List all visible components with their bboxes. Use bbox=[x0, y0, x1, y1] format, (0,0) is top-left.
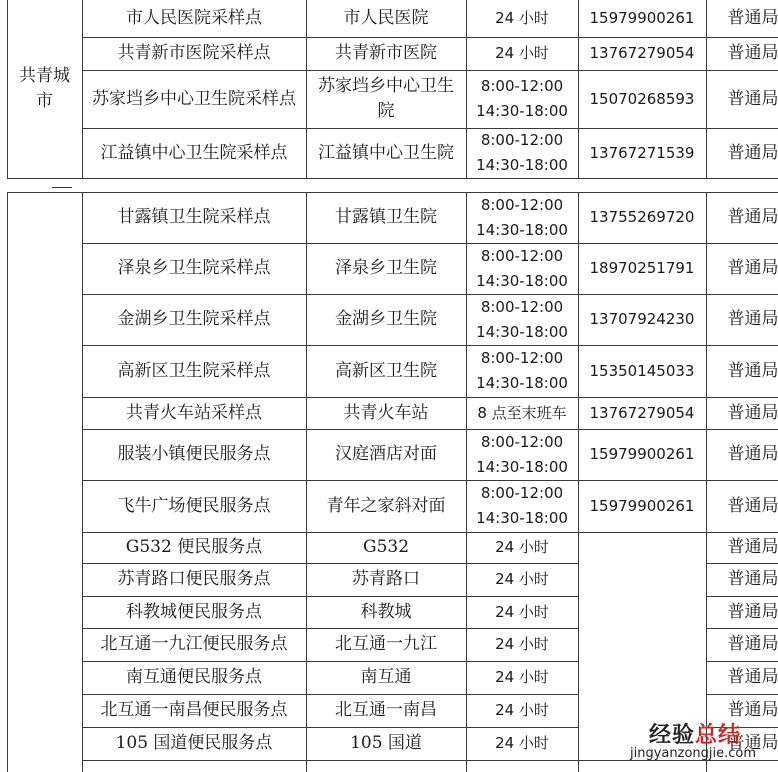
table2-type-cell: 普通局 bbox=[727, 733, 778, 753]
table2-site-cell: 金湖乡卫生院采样点 bbox=[117, 309, 271, 329]
table2-hours-cell bbox=[466, 429, 578, 480]
table2-hours-cell-line: 8:00-12:00 bbox=[480, 432, 564, 451]
table1-hospital-cell-line: 院 bbox=[377, 101, 395, 121]
table2-hours-cell-line: 24 小时 bbox=[495, 538, 549, 556]
table2-hours-cell-line: 8:00-12:00 bbox=[480, 297, 564, 316]
table2-type-cell: 普通局 bbox=[727, 258, 778, 278]
city-name-cell bbox=[7, 0, 82, 178]
table1-hours-cell bbox=[466, 37, 578, 70]
table2-hours-cell-line: 24 小时 bbox=[495, 602, 549, 621]
table2-hospital-cell: 高新区卫生院 bbox=[335, 360, 437, 381]
table1-hospital-cell: 市人民医院 bbox=[343, 8, 429, 28]
table1-hours-cell-line: 8:00-12:00 bbox=[480, 77, 564, 95]
table1-site-cell: 共青新市医院采样点 bbox=[117, 43, 271, 63]
table2-type-cell: 普通局 bbox=[727, 667, 778, 687]
table2-hours-cell-line: 8:00-12:00 bbox=[480, 195, 564, 214]
table2-hospital-cell: 南互通 bbox=[360, 667, 412, 687]
table2-type-cell: 普通局 bbox=[727, 601, 778, 622]
table2-hours-cell-line: 24 小时 bbox=[495, 701, 549, 719]
table1-hours-cell bbox=[466, 128, 578, 178]
table2-site-cell: 科教城便民服务点 bbox=[126, 601, 262, 622]
table2-phone-cell: 15350145033 bbox=[589, 361, 695, 380]
table2-hours-cell bbox=[466, 243, 578, 294]
table2-hospital-cell: 泽泉乡卫生院 bbox=[335, 258, 437, 278]
table2-site-cell: 北互通一九江便民服务点 bbox=[100, 634, 288, 654]
table1-hours-cell-line: 14:30-18:00 bbox=[476, 102, 568, 120]
table2-hours-cell bbox=[466, 694, 578, 727]
table2-type-cell: 普通局 bbox=[727, 495, 778, 516]
table2-hours-cell-line: 24 小时 bbox=[495, 570, 549, 588]
table2-site-cell: G532 便民服务点 bbox=[125, 537, 263, 557]
table2-hours-cell-line: 24 小时 bbox=[495, 635, 549, 653]
table2-site-cell: 服装小镇便民服务点 bbox=[117, 444, 271, 464]
table2-hours-cell bbox=[466, 596, 578, 628]
table2-hours-cell-line: 14:30-18:00 bbox=[476, 457, 568, 476]
city-name-line: 共青城 bbox=[19, 66, 70, 86]
table2-phone-cell: 13707924230 bbox=[589, 310, 695, 328]
table2-hours-cell-line: 8:00-12:00 bbox=[480, 246, 564, 265]
table2-hours-cell bbox=[466, 661, 578, 694]
table2-site-cell: 105 国道便民服务点 bbox=[115, 733, 273, 753]
table2-site-cell: 苏青路口便民服务点 bbox=[117, 569, 271, 589]
table2-hours-cell bbox=[466, 727, 578, 760]
table2-hospital-cell: 青年之家斜对面 bbox=[326, 495, 446, 516]
table2-hours-cell bbox=[466, 563, 578, 596]
table2-phone-cell: 15979900261 bbox=[589, 445, 695, 463]
table1-site-cell: 江益镇中心卫生院采样点 bbox=[100, 142, 288, 163]
table2-hospital-cell: 北互通一南昌 bbox=[335, 700, 437, 720]
table2-hours-cell bbox=[466, 628, 578, 661]
table2-hours-cell bbox=[466, 345, 578, 397]
table2-site-cell: 甘露镇卫生院采样点 bbox=[117, 207, 271, 227]
table2-phone-cell: 18970251791 bbox=[589, 259, 695, 277]
table1-type-cell: 普通局 bbox=[727, 43, 778, 63]
table2-hours-cell-line: 8 点至末班车 bbox=[477, 403, 567, 422]
table2-hospital-cell: 甘露镇卫生院 bbox=[335, 207, 437, 227]
table2-hours-cell-line: 14:30-18:00 bbox=[476, 509, 568, 527]
table1-phone-cell: 15070268593 bbox=[589, 89, 695, 108]
table2-phone-cell: 13755269720 bbox=[589, 208, 695, 226]
table2-hours-cell bbox=[466, 532, 578, 563]
table1-type-cell: 普通局 bbox=[727, 88, 778, 109]
table2-hospital-cell: 金湖乡卫生院 bbox=[335, 309, 437, 329]
table1-type-cell: 普通局 bbox=[727, 8, 778, 28]
table2-hours-cell-line: 14:30-18:00 bbox=[476, 322, 568, 341]
table2-hours-cell-line: 14:30-18:00 bbox=[476, 271, 568, 290]
table1-hospital-cell bbox=[306, 70, 466, 128]
table1-hours-cell bbox=[466, 70, 578, 128]
table1-phone-cell: 13767271539 bbox=[589, 143, 695, 162]
table2-site-cell: 南互通便民服务点 bbox=[126, 667, 262, 687]
table1-bottom-border bbox=[7, 178, 778, 179]
table2-site-cell: 高新区卫生院采样点 bbox=[117, 360, 271, 381]
table1-hospital-cell: 共青新市医院 bbox=[335, 43, 437, 63]
table2-type-cell: 普通局 bbox=[727, 569, 778, 589]
table2-hours-cell-line: 14:30-18:00 bbox=[476, 374, 568, 392]
table2-hours-cell-line: 24 小时 bbox=[495, 668, 549, 686]
table1-hours-cell-line: 8:00-12:00 bbox=[480, 131, 564, 149]
table2-type-cell: 普通局 bbox=[727, 309, 778, 329]
table2-hospital-cell: G532 bbox=[362, 537, 410, 557]
table1-hospital-cell-line: 苏家垱乡中心卫生 bbox=[318, 76, 454, 96]
table2-hospital-cell: 汉庭酒店对面 bbox=[335, 444, 437, 464]
table1-hours-cell-line: 14:30-18:00 bbox=[476, 156, 568, 174]
table2-type-cell: 普通局 bbox=[727, 402, 778, 423]
table1-site-cell: 市人民医院采样点 bbox=[126, 8, 262, 28]
table2-type-cell: 普通局 bbox=[727, 537, 778, 557]
table2-site-cell: 北互通一南昌便民服务点 bbox=[100, 700, 288, 720]
table1-site-cell: 苏家垱乡中心卫生院采样点 bbox=[92, 88, 296, 109]
city-name-line: 市 bbox=[36, 91, 53, 111]
table2-hospital-cell: 科教城 bbox=[360, 601, 412, 622]
table2-site-cell: 共青火车站采样点 bbox=[126, 402, 262, 423]
table1-type-cell: 普通局 bbox=[727, 142, 778, 163]
table2-type-cell: 普通局 bbox=[727, 700, 778, 720]
table2-hours-cell bbox=[466, 480, 578, 532]
table2-hours-cell-line: 14:30-18:00 bbox=[476, 220, 568, 239]
table2-type-cell: 普通局 bbox=[727, 360, 778, 381]
table2-hours-cell-line: 8:00-12:00 bbox=[480, 349, 564, 367]
table2-hospital-cell: 北互通一九江 bbox=[335, 634, 437, 654]
table2-hospital-cell: 105 国道 bbox=[350, 733, 422, 753]
table1-hours-cell bbox=[466, 0, 578, 37]
watermark-url: jingyanzongjie.com bbox=[630, 746, 757, 761]
table2-phone-cell: 13767279054 bbox=[589, 403, 695, 422]
table2-hospital-cell: 共青火车站 bbox=[343, 402, 429, 423]
table2-hospital-cell: 苏青路口 bbox=[352, 569, 420, 589]
table2-site-cell: 飞牛广场便民服务点 bbox=[117, 495, 271, 516]
table2-left-border bbox=[7, 192, 8, 772]
table2-tick-mark bbox=[52, 187, 72, 188]
table2-hours-cell-line: 24 小时 bbox=[495, 734, 549, 752]
watermark-logo: 经验总结 bbox=[649, 723, 742, 748]
table2-type-cell: 普通局 bbox=[727, 207, 778, 227]
table1-hours-cell-line: 24 小时 bbox=[495, 44, 549, 62]
table2-hours-cell bbox=[466, 192, 578, 243]
table2-site-cell: 泽泉乡卫生院采样点 bbox=[117, 258, 271, 278]
table1-phone-cell: 13767279054 bbox=[589, 44, 695, 62]
table1-phone-cell: 15979900261 bbox=[589, 9, 695, 27]
table1-hours-cell-line: 24 小时 bbox=[495, 9, 549, 27]
table2-type-cell: 普通局 bbox=[727, 444, 778, 464]
table2-hours-cell bbox=[466, 294, 578, 345]
table2-hours-cell-line: 8:00-12:00 bbox=[480, 484, 564, 502]
table2-hours-cell bbox=[466, 397, 578, 429]
table2-type-cell: 普通局 bbox=[727, 634, 778, 654]
table2-phone-cell: 15979900261 bbox=[589, 496, 695, 515]
table1-hospital-cell: 江益镇中心卫生院 bbox=[318, 142, 454, 163]
